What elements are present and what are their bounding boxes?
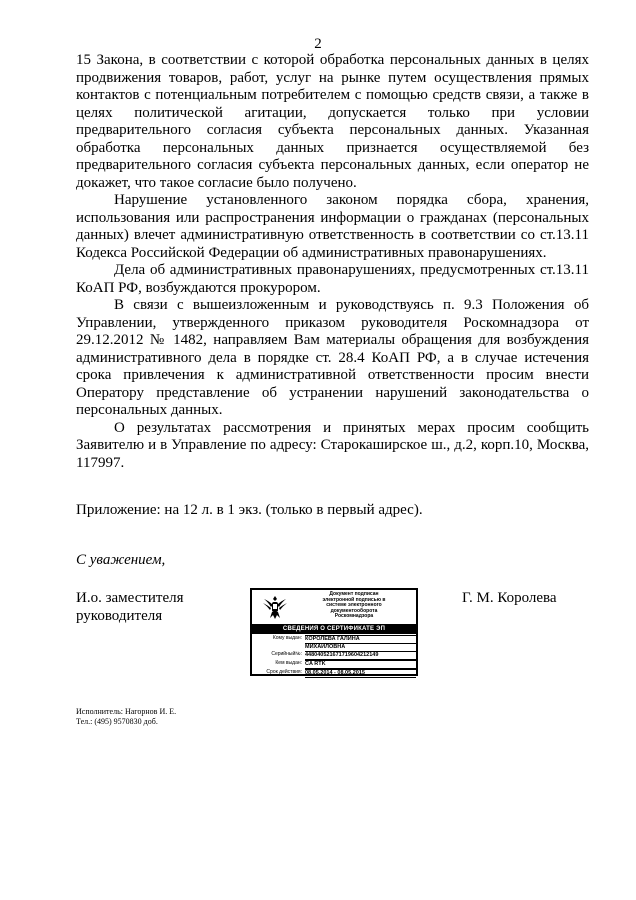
stamp-row-owner-cont: [252, 644, 416, 651]
stamp-row-label: Срок действия:: [266, 669, 302, 675]
stamp-row-serial: [252, 651, 416, 660]
stamp-caption-line: Роскомнадзора: [334, 613, 374, 620]
signer-name: Г. М. Королева: [462, 590, 557, 606]
stamp-row-validity: [252, 669, 416, 678]
closing-regards: С уважением,: [76, 552, 166, 568]
paragraph-5: О результатах рассмотрения и принятых мерах просим сообщить Заявителю и в Управление по адресу: Старокаширское ш., д.2, корп.10, Москва, 117997.: [76, 419, 589, 471]
paragraph-2: Нарушение установленного законом порядка сбора, хранения, использования или распространения информации о гражданах (персональных данных) влечет административную ответственность в соответствии со ст.13.11 Кодекса Российской Федерации об административных правонарушениях.: [76, 192, 589, 261]
stamp-row-value: 4480405216717196042121​49: [305, 651, 416, 660]
executor-info: [76, 707, 176, 727]
attachment-note: Приложение: на 12 л. в 1 экз. (только в первый адрес).: [76, 502, 423, 518]
stamp-row-label: Серийный№:: [271, 651, 302, 657]
stamp-row-label: Кому выдан:: [272, 635, 302, 641]
eagle-emblem-icon: [260, 593, 290, 621]
page-number: 2: [314, 36, 322, 52]
stamp-header: [252, 590, 416, 624]
paragraph-4: В связи с вышеизложенным и руководствуясь п. 9.3 Положения об Управлении, утвержденного приказом руководителя Роскомнадзора от 29.12.2012 № 1482, направляем Вам материалы обращения для возбуждения административного дела в порядке ст. 28.4 КоАП РФ, а в случае истечения срока привлечения к административной ответственности просим внести Оператору представление об устранении нарушений законодательства о персональных данных.: [76, 297, 589, 418]
paragraph-1: 15 Закона, в соответствии с которой обработка персональных данных в целях продвижения товаров, работ, услуг на рынке путем осуществления прямых контактов с потенциальным потребителем с помощью средств связи, а также в целях политической агитации, допускается только при условии предварительного согласия субъекта персональных данных. Указанная обработка персональных данных признается осуществляемой без предварительного согласия субъекта персональных данных, если оператор не докажет, что такое согласие было получено.: [76, 52, 589, 191]
position-line-2: руководителя: [76, 607, 163, 624]
executor-phone: Тел.: (495) 9570830 доб.: [76, 717, 158, 726]
paragraph-3: Дела об административных правонарушениях, предусмотренных ст.13.11 КоАП РФ, возбуждаются прокурором.: [76, 262, 589, 296]
executor-name: Исполнитель: Нагорнов И. Е.: [76, 707, 177, 716]
stamp-row-value: 08.05.2014 - 08.05.2015: [305, 669, 416, 678]
stamp-caption-line: электронной подписью в: [322, 596, 386, 603]
stamp-row-label: [252, 644, 305, 651]
stamp-row-label: Кем выдан:: [275, 660, 302, 666]
electronic-signature-stamp: [250, 588, 418, 676]
signer-position: [76, 590, 184, 625]
stamp-row-issuer: [252, 660, 416, 669]
stamp-row-value: МИХАЙЛОВНА: [305, 644, 346, 650]
stamp-caption-line: системе электронного: [326, 602, 382, 609]
stamp-caption-line: документооборота: [330, 607, 378, 614]
stamp-certificate-band: СВЕДЕНИЯ О СЕРТИФИКАТЕ ЭП: [252, 624, 416, 634]
stamp-row-owner: [252, 635, 416, 644]
stamp-row-value: CA RTK: [305, 660, 416, 669]
position-line-1: И.о. заместителя: [76, 590, 184, 606]
stamp-caption-line: Документ подписан: [329, 591, 379, 597]
stamp-row-value: КОРОЛЕВА ГАЛИНА: [305, 635, 416, 644]
stamp-caption: [296, 592, 412, 620]
letter-body: [76, 52, 589, 472]
stamp-certificate-details: [252, 635, 416, 678]
